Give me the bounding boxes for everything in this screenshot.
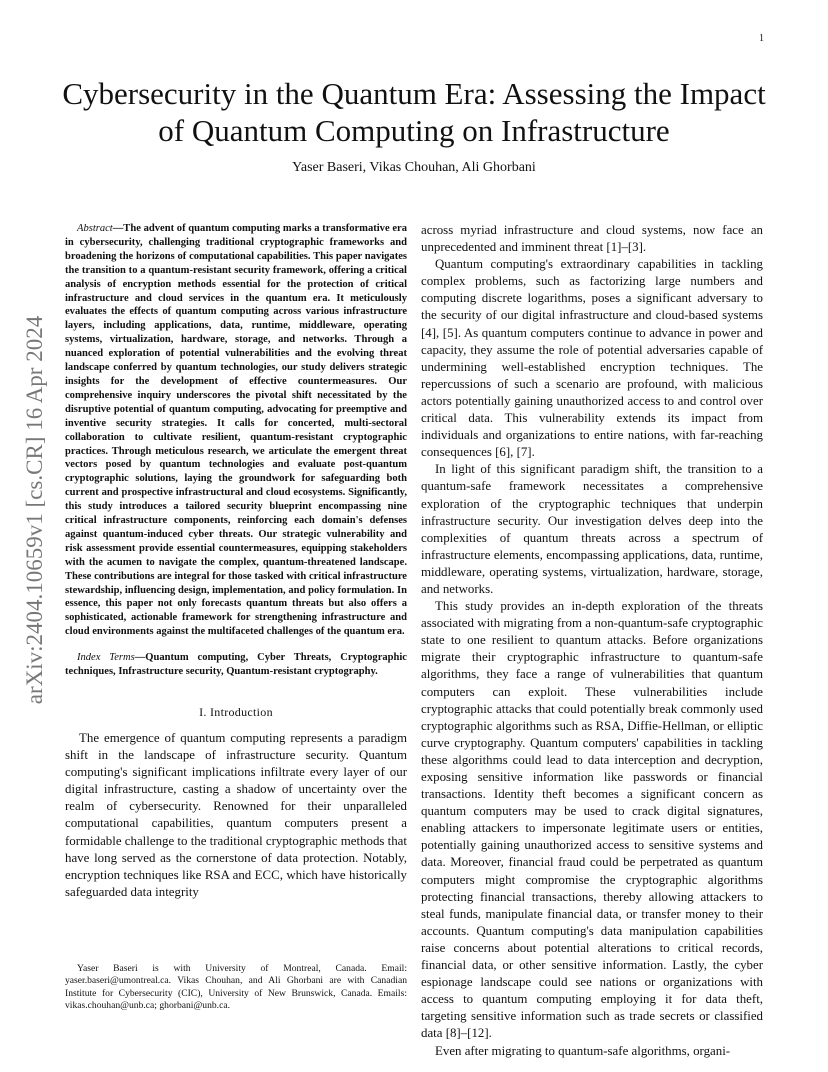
index-terms-label: Index Terms [77, 652, 135, 664]
left-column [65, 222, 407, 901]
section-heading-introduction: I. Introduction [199, 705, 273, 719]
body-paragraph: In light of this significant paradigm shift, the transition to a quantum-safe framework necessitates a comprehensive exploration of the cryptographic techniques that underpin infrastructure security. Our investigation delves deep into the complexities of quantum threats across a spectrum of infrastructure elements, encompassing applications, data, runtime, middleware, operating systems, virtualization, hardware, storage, and networks. [421, 462, 763, 596]
abstract-text: —The advent of quantum computing marks a transformative era in cybersecurity, challenging traditional cryptographic frameworks and broadening the horizons of computational capabilities. This paper navigates the transition to a quantum-resistant security framework, offering a critical analysis of encryption methods essential for the protection of critical infrastructure and cloud services in the quantum era. It meticulously evaluates the effects of quantum computing across various infrastructure layers, including applications, data, runtime, middleware, operating systems, virtualization, hardware, storage, and networks. Through a nuanced exploration of potential vulnerabilities and the evolving threat landscape conferred by quantum technologies, our study delivers strategic insights for the development of effective countermeasures. Our comprehensive inquiry underscores the pivotal shift necessitated by the disruptive potential of quantum computing, advocating for preemptive and inventive security strategies. It calls for concerted, multi-sectoral collaboration to cultivate resilient, quantum-resistant cryptographic practices. Through meticulous research, we articulate the emergent threat vectors posed by quantum technologies and evaluate post-quantum cryptographic solutions, laying the groundwork for safeguarding both current and prospective infrastructural and cloud ecosystems. Significantly, this study introduces a tailored security blueprint encompassing nine critical infrastructure components, reinforcing each domain's defenses against quantum-induced cyber threats. Our strategic vulnerability and risk assessment provide essential countermeasures, equipping stakeholders with the acumen to navigate the complex, quantum-threatened landscape. These contributions are integral for those tasked with critical infrastructure stewardship, influencing design, implementation, and policy formulation. In essence, this paper not only forecasts quantum threats but also offers a sophisticated, actionable framework for strengthening infrastructure and cloud environments against the multifaceted challenges of the quantum era. [65, 223, 407, 638]
body-paragraph: This study provides an in-depth exploration of the threats associated with migrating from a non-quantum-safe cryptographic state to one resilient to quantum attacks. Before organizations migrate their cryptographic infrastructure to quantum-safe algorithms, they face a range of vulnerabilities that quantum computers can exploit. These vulnerabilities include cryptographic attacks that could potentially break commonly used cryptographic algorithms such as RSA, Diffie-Hellman, or elliptic curve cryptography. Quantum computers' capabilities in tackling these algorithms could lead to data interception and decryption, exposing sensitive information like passwords or financial transactions. Identity theft becomes a significant concern as quantum computers may be used to crack digital signatures, enabling attackers to impersonate legitimate users or entities, potentially gaining unauthorized access to sensitive systems and data. Moreover, financial fraud could be perpetrated as quantum computers might compromise the cryptographic algorithms protecting financial transactions, thereby allowing attackers to steal funds, manipulate financial data, or transfer money to their accounts. Quantum computing's data manipulation capabilities raise concerns about potential alterations to critical records, financial data, or other sensitive information. Lastly, the cyber espionage landscape could see nations or organizations with access to quantum computing employing it for data theft, targeting sensitive information such as trade secrets or classified data [8]–[12]. [421, 599, 763, 1041]
author-footnote: Yaser Baseri is with University of Montreal, Canada. Email: yaser.baseri@umontreal.ca. Vikas Chouhan, and Ali Ghorbani are with Canadian Institute for Cybersecurity (CIC), University of New Brunswick, Canada. Emails: vikas.chouhan@unb.ca; ghorbani@unb.ca. [65, 963, 407, 1012]
arxiv-identifier-text: arXiv:2404.10659v1 [cs.CR] 16 Apr 2024 [22, 315, 47, 705]
right-column [421, 222, 763, 1060]
index-terms-text: —Quantum computing, Cyber Threats, Cryptographic techniques, Infrastructure security, Quantum-resistant cryptography. [65, 652, 407, 678]
abstract [65, 222, 407, 639]
index-terms [65, 651, 407, 679]
body-paragraph: Even after migrating to quantum-safe algorithms, organi- [435, 1043, 731, 1058]
body-paragraph: across myriad infrastructure and cloud systems, now face an unprecedented and imminent threat [1]–[3]. [421, 223, 763, 255]
author-list: Yaser Baseri, Vikas Chouhan, Ali Ghorbani [292, 160, 536, 175]
paper-title: Cybersecurity in the Quantum Era: Assessing the Impact of Quantum Computing on Infrastructure [62, 76, 766, 148]
abstract-label: Abstract [77, 223, 113, 234]
body-paragraph: Quantum computing's extraordinary capabilities in tackling complex problems, such as factorizing large numbers and computing discrete logarithms, poses a significant adversary to the security of our digital infrastructure and cloud-based systems [4], [5]. As quantum computers continue to advance in power and capacity, they assume the role of potential adversaries capable of undermining well-established encryption techniques. The repercussions of such a scenario are profound, with malicious actors potentially gaining unauthorized access to and control over critical data. This vulnerability extends its impact from individuals and organizations to entire nations, with far-reaching consequences [6], [7]. [421, 257, 763, 460]
arxiv-identifier [18, 290, 52, 730]
page-number: 1 [759, 33, 764, 44]
intro-paragraph: The emergence of quantum computing represents a paradigm shift in the landscape of infrastructure security. Quantum computing's significant implications infiltrate every layer of our digital infrastructure, casting a shadow of uncertainty over the realm of cybersecurity. Renowned for their unparalleled computational capabilities, quantum computers present a formidable challenge to the traditional cryptographic methods that have long served as the cornerstone of data protection. Notably, encryption techniques like RSA and ECC, which have historically safeguarded data integrity [65, 731, 407, 899]
